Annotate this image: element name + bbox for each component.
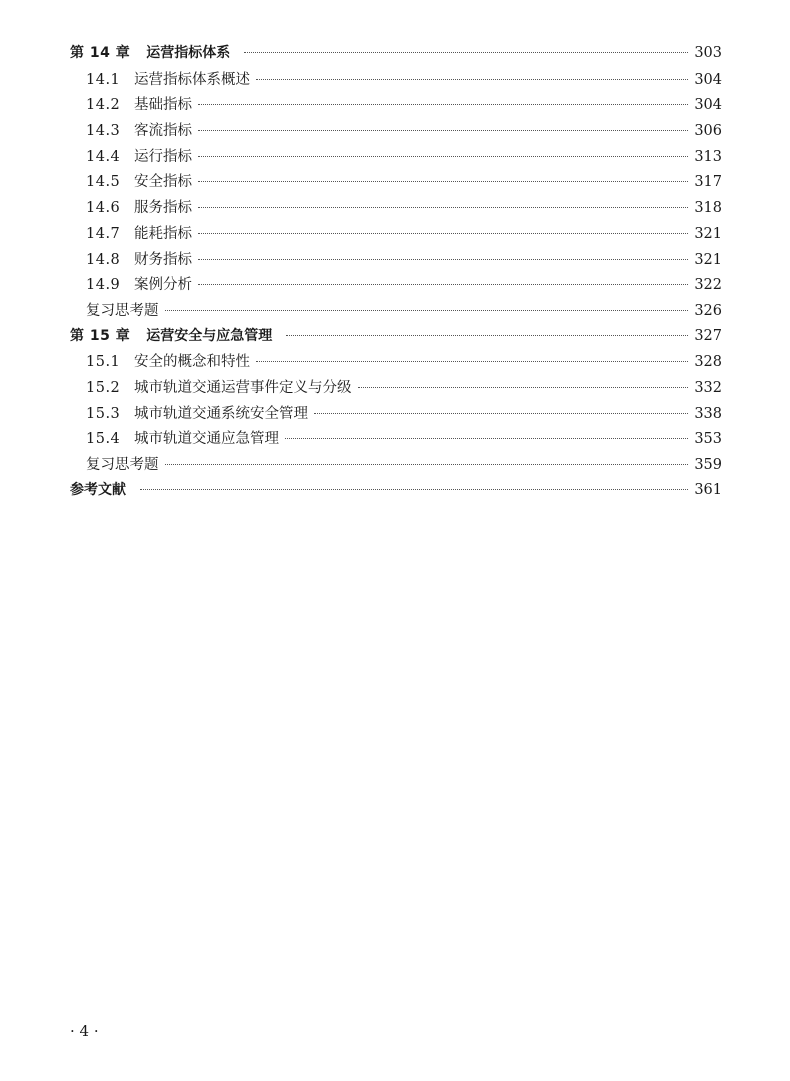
- toc-number: 第 15 章: [70, 327, 131, 344]
- toc-page-number: 338: [694, 405, 722, 422]
- dot-leader: [140, 489, 688, 490]
- toc-row[interactable]: [70, 68, 722, 94]
- toc-title: 基础指标: [134, 97, 192, 114]
- dot-leader: [198, 104, 688, 105]
- toc-page-number: 328: [694, 354, 722, 371]
- toc-row[interactable]: [70, 42, 722, 68]
- toc-title: 运营安全与应急管理: [146, 327, 273, 344]
- toc-row[interactable]: [70, 453, 722, 479]
- dot-leader: [314, 413, 688, 414]
- toc-page-number: 306: [694, 123, 722, 140]
- dot-leader: [198, 233, 688, 234]
- toc-title: 城市轨道交通系统安全管理: [134, 405, 308, 422]
- dot-leader: [198, 207, 688, 208]
- toc-page-number: 313: [694, 148, 722, 165]
- dot-leader: [198, 259, 688, 260]
- dot-leader: [256, 79, 688, 80]
- toc-row[interactable]: [70, 299, 722, 325]
- toc-title: 能耗指标: [134, 225, 192, 242]
- toc-title: 客流指标: [134, 123, 192, 140]
- dot-leader: [165, 464, 689, 465]
- toc-row[interactable]: [70, 248, 722, 274]
- toc-title: 运营指标体系: [146, 45, 231, 61]
- toc-title: 安全指标: [134, 174, 192, 191]
- dot-leader: [285, 438, 688, 439]
- toc-page-number: 326: [694, 302, 722, 319]
- toc-title: 财务指标: [134, 251, 192, 268]
- toc-page-number: 304: [694, 97, 722, 114]
- toc-title: 案例分析: [134, 277, 192, 294]
- toc-number: 14.6: [86, 200, 121, 217]
- toc-number: 15.2: [86, 379, 121, 396]
- toc-number: 15.4: [86, 431, 121, 448]
- toc-number: 14.4: [86, 148, 121, 165]
- toc-row[interactable]: [70, 145, 722, 171]
- toc-row[interactable]: [70, 93, 722, 119]
- toc-row[interactable]: [70, 222, 722, 248]
- dot-leader: [165, 310, 689, 311]
- toc-row[interactable]: [70, 119, 722, 145]
- toc-title: 安全的概念和特性: [134, 354, 250, 371]
- table-of-contents: [70, 42, 722, 504]
- toc-number: 14.3: [86, 123, 121, 140]
- toc-row[interactable]: [70, 402, 722, 428]
- toc-number: 14.7: [86, 225, 121, 242]
- toc-number: 14.1: [86, 71, 121, 88]
- toc-page-number: 303: [694, 45, 722, 61]
- toc-page-number: 353: [694, 431, 722, 448]
- toc-page-number: 359: [694, 457, 722, 473]
- toc-page-number: 318: [694, 200, 722, 217]
- toc-title: 城市轨道交通应急管理: [134, 431, 279, 448]
- toc-row[interactable]: [70, 376, 722, 402]
- toc-page-number: 322: [694, 277, 722, 294]
- toc-number: 14.2: [86, 97, 121, 114]
- toc-row[interactable]: [70, 196, 722, 222]
- toc-title: 运行指标: [134, 148, 192, 165]
- toc-number: 15.1: [86, 354, 121, 371]
- toc-page-number: 321: [694, 225, 722, 242]
- dot-leader: [198, 284, 688, 285]
- toc-row[interactable]: [70, 427, 722, 453]
- dot-leader: [256, 361, 688, 362]
- toc-row[interactable]: [70, 479, 722, 505]
- toc-page-number: 361: [694, 481, 722, 498]
- toc-number: 14.8: [86, 251, 121, 268]
- dot-leader: [198, 130, 688, 131]
- toc-number: 第 14 章: [70, 45, 131, 61]
- toc-title: 服务指标: [134, 200, 192, 217]
- toc-page-number: 332: [694, 379, 722, 396]
- toc-title: 复习思考题: [86, 302, 159, 319]
- toc-row[interactable]: [70, 350, 722, 376]
- dot-leader: [198, 156, 688, 157]
- toc-row[interactable]: [70, 170, 722, 196]
- dot-leader: [244, 52, 688, 53]
- toc-number: 14.9: [86, 277, 121, 294]
- dot-leader: [198, 181, 688, 182]
- toc-row[interactable]: [70, 273, 722, 299]
- toc-page-number: 321: [694, 251, 722, 268]
- toc-page-number: 327: [694, 327, 722, 344]
- dot-leader: [358, 387, 689, 388]
- toc-page-number: 317: [694, 174, 722, 191]
- toc-title: 参考文献: [70, 481, 126, 498]
- toc-page-number: 304: [694, 71, 722, 88]
- toc-number: 15.3: [86, 405, 121, 422]
- toc-title: 复习思考题: [86, 457, 159, 473]
- dot-leader: [286, 335, 688, 336]
- page-number-footer: · 4 ·: [70, 1022, 99, 1040]
- toc-row[interactable]: [70, 325, 722, 351]
- toc-number: 14.5: [86, 174, 121, 191]
- toc-title: 运营指标体系概述: [134, 71, 250, 88]
- toc-title: 城市轨道交通运营事件定义与分级: [134, 379, 352, 396]
